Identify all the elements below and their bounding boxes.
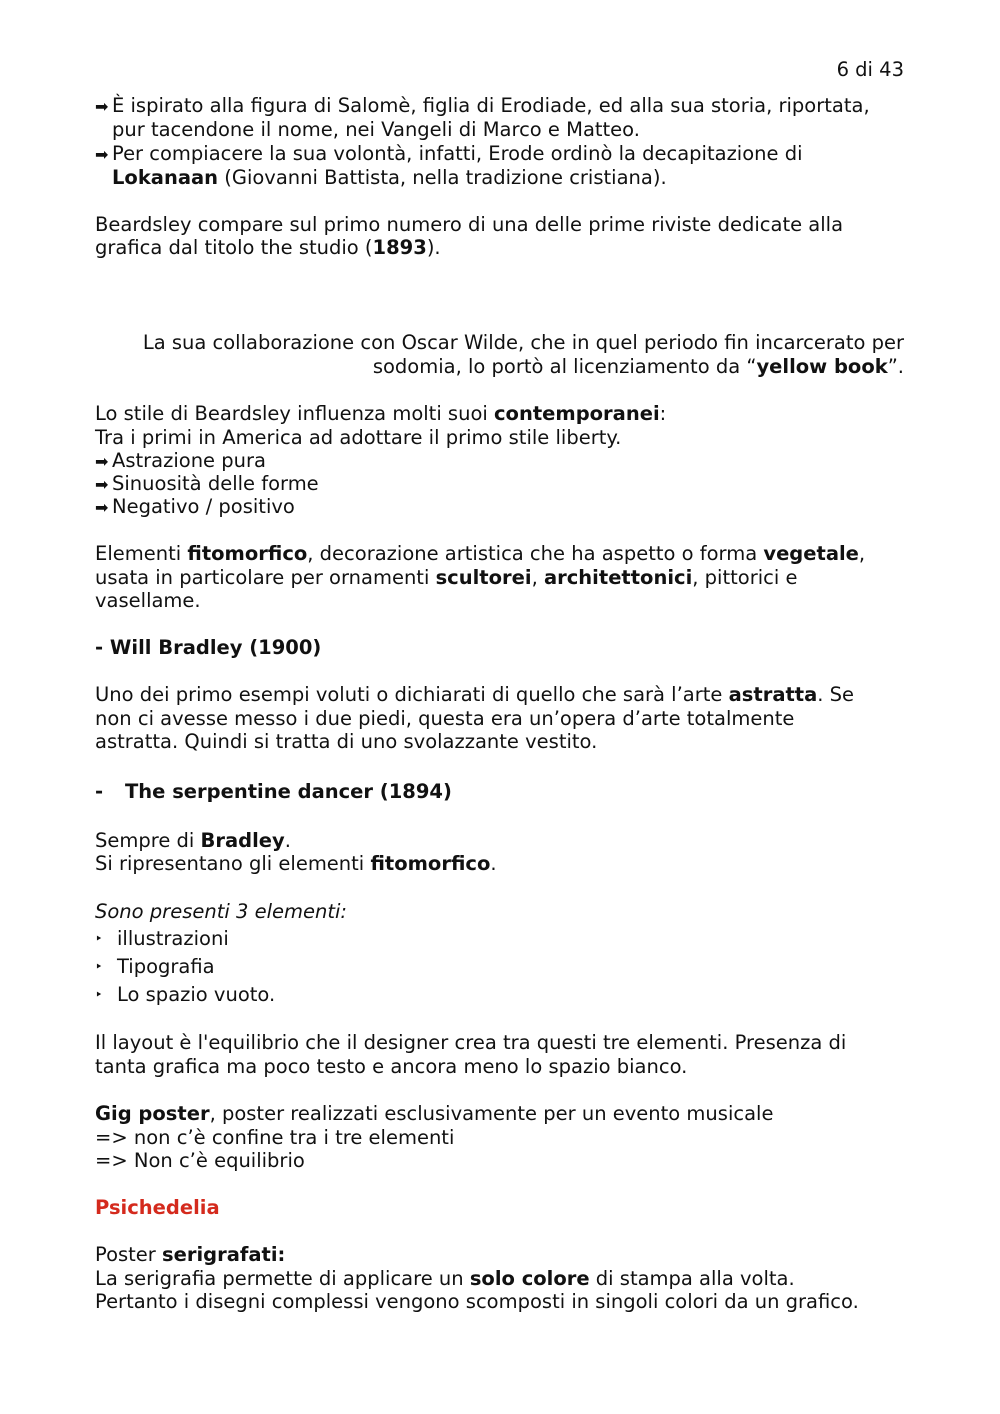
wilde-line-1: La sua collaborazione con Oscar Wilde, che in quel periodo fin incarcerato per [142,331,904,354]
stile-item: ➡ Negativo / positivo [95,495,295,518]
gig-line-2: => non c’è confine tra i tre elementi [95,1126,455,1149]
salome-line-4: Lokanaan (Giovanni Battista, nella tradizione cristiana). [112,166,667,189]
layout-line-2: tanta grafica ma poco testo e ancora meno lo spazio bianco. [95,1055,688,1078]
stile-line-1: Lo stile di Beardsley influenza molti suoi contemporanei: [95,402,667,425]
salome-line-1: ➡ È ispirato alla figura di Salomè, figlia di Erodiade, ed alla sua storia, riportata, [95,94,870,117]
stile-line-2: Tra i primi in America ad adottare il primo stile liberty. [95,426,622,449]
bradley-line-1: Uno dei primo esempi voluti o dichiarati di quello che sarà l’arte astratta. Se [95,683,855,706]
arrow-icon: ➡ [95,475,109,494]
stile-item: ➡ Astrazione pura [95,449,266,472]
bradley-heading: - Will Bradley (1900) [95,636,322,659]
page-number: 6 di 43 [836,58,904,81]
serpentine-line-1: Sempre di Bradley. [95,829,291,852]
serpentine-heading: - The serpentine dancer (1894) [95,780,452,803]
elementi3-intro: Sono presenti 3 elementi: [95,900,347,923]
arrow-icon: ➡ [95,452,109,471]
beardsley-line-2: grafica dal titolo the studio (1893). [95,236,441,259]
triangle-bullet-icon: ‣ [95,988,103,1003]
salome-line-3: ➡ Per compiacere la sua volontà, infatti, Erode ordinò la decapitazione di [95,142,803,165]
elementi3-item: ‣ Lo spazio vuoto. [95,983,276,1006]
wilde-line-2: sodomia, lo portò al licenziamento da “yellow book”. [372,355,904,378]
serpentine-line-2: Si ripresentano gli elementi fitomorfico. [95,852,497,875]
stile-item: ➡ Sinuosità delle forme [95,472,319,495]
gig-line-1: Gig poster, poster realizzati esclusivamente per un evento musicale [95,1102,774,1125]
arrow-icon: ➡ [95,145,109,164]
bradley-line-3: astratta. Quindi si tratta di uno svolazzante vestito. [95,730,598,753]
elementi-line-2: usata in particolare per ornamenti scultorei, architettonici, pittorici e [95,566,798,589]
bradley-line-2: non ci avesse messo i due piedi, questa era un’opera d’arte totalmente [95,707,795,730]
gig-line-3: => Non c’è equilibrio [95,1149,305,1172]
psichedelia-heading: Psichedelia [95,1196,220,1219]
psichedelia-line-3: Pertanto i disegni complessi vengono scomposti in singoli colori da un grafico. [95,1290,859,1313]
elementi3-item: ‣ illustrazioni [95,927,229,950]
beardsley-line-1: Beardsley compare sul primo numero di una delle prime riviste dedicate alla [95,213,844,236]
psichedelia-line-2: La serigrafia permette di applicare un solo colore di stampa alla volta. [95,1267,795,1290]
psichedelia-line-1: Poster serigrafati: [95,1243,286,1266]
elementi3-item: ‣ Tipografia [95,955,215,978]
triangle-bullet-icon: ‣ [95,960,103,975]
arrow-icon: ➡ [95,97,109,116]
elementi-line-3: vasellame. [95,589,201,612]
salome-line-2: pur tacendone il nome, nei Vangeli di Marco e Matteo. [112,118,640,141]
arrow-icon: ➡ [95,498,109,517]
triangle-bullet-icon: ‣ [95,932,103,947]
layout-line-1: Il layout è l'equilibrio che il designer crea tra questi tre elementi. Presenza di [95,1031,847,1054]
elementi-line-1: Elementi fitomorfico, decorazione artistica che ha aspetto o forma vegetale, [95,542,866,565]
